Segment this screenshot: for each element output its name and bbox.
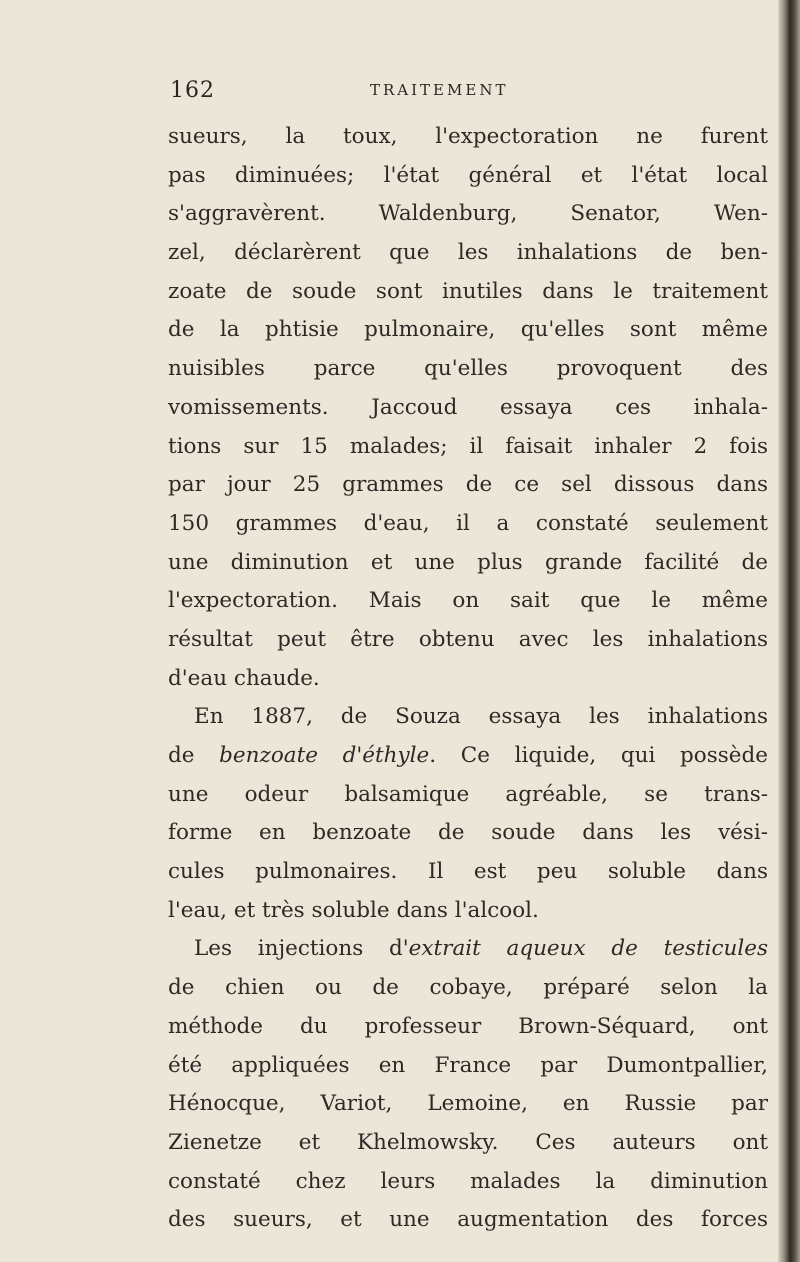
text-line: l'eau, et très soluble dans l'alcool. (168, 897, 539, 923)
text-line: été appliquées en France par Dumontpallier, (168, 1052, 768, 1078)
text-line: de la phtisie pulmonaire, qu'elles sont même (168, 317, 768, 343)
text-line: de chien ou de cobaye, préparé selon la (168, 975, 768, 1001)
text-line: Hénocque, Variot, Lemoine, en Russie par (168, 1091, 768, 1117)
page-number: 162 (170, 78, 215, 103)
running-title: TRAITEMENT (370, 81, 509, 99)
text-line: nuisibles parce qu'elles provoquent des (168, 356, 768, 382)
text-line: Zienetze et Khelmowsky. Ces auteurs ont (168, 1129, 768, 1155)
text-line: forme en benzoate de soude dans les vési- (168, 820, 768, 846)
text-line: d'eau chaude. (168, 665, 320, 691)
text-line: une odeur balsamique agréable, se trans- (168, 781, 768, 807)
text-line: l'expectoration. Mais on sait que le même (168, 588, 768, 614)
italic-term: extrait aqueux de testicules (408, 936, 769, 962)
text-line: méthode du professeur Brown-Séquard, ont (168, 1013, 768, 1039)
text-line: pas diminuées; l'état général et l'état local (168, 162, 768, 188)
text-line (168, 930, 768, 969)
page-edge-shadow (778, 0, 800, 1262)
text-line: En 1887, de Souza essaya les inhalations (194, 704, 768, 730)
text-line: par jour 25 grammes de ce sel dissous dans (168, 472, 768, 498)
text-line: vomissements. Jaccoud essaya ces inhala- (168, 394, 768, 420)
text-line (168, 737, 768, 776)
text-line: sueurs, la toux, l'expectoration ne furent (168, 124, 768, 149)
text-line: constaté chez leurs malades la diminution (168, 1168, 768, 1194)
text-line: résultat peut être obtenu avec les inhalations (168, 626, 768, 652)
text-segment: Les injections d' (194, 936, 409, 962)
text-line: une diminution et une plus grande facilité de (168, 549, 768, 575)
text-line: zoate de soude sont inutiles dans le traitement (168, 278, 768, 304)
text-segment: . Ce liquide, qui possède (429, 743, 768, 768)
text-line: tions sur 15 malades; il faisait inhaler 2 fois (168, 433, 768, 459)
text-line: des sueurs, et une augmentation des forces (168, 1207, 768, 1233)
text-line: zel, déclarèrent que les inhalations de ben- (168, 240, 768, 266)
italic-term: benzoate d'éthyle (219, 743, 430, 768)
text-line: 150 grammes d'eau, il a constaté seulement (168, 510, 768, 536)
body-text (168, 118, 768, 1240)
running-head (170, 78, 770, 108)
text-line: cules pulmonaires. Il est peu soluble dans (168, 859, 768, 885)
text-segment: de (168, 743, 220, 768)
text-line: s'aggravèrent. Waldenburg, Senator, Wen- (168, 201, 768, 227)
